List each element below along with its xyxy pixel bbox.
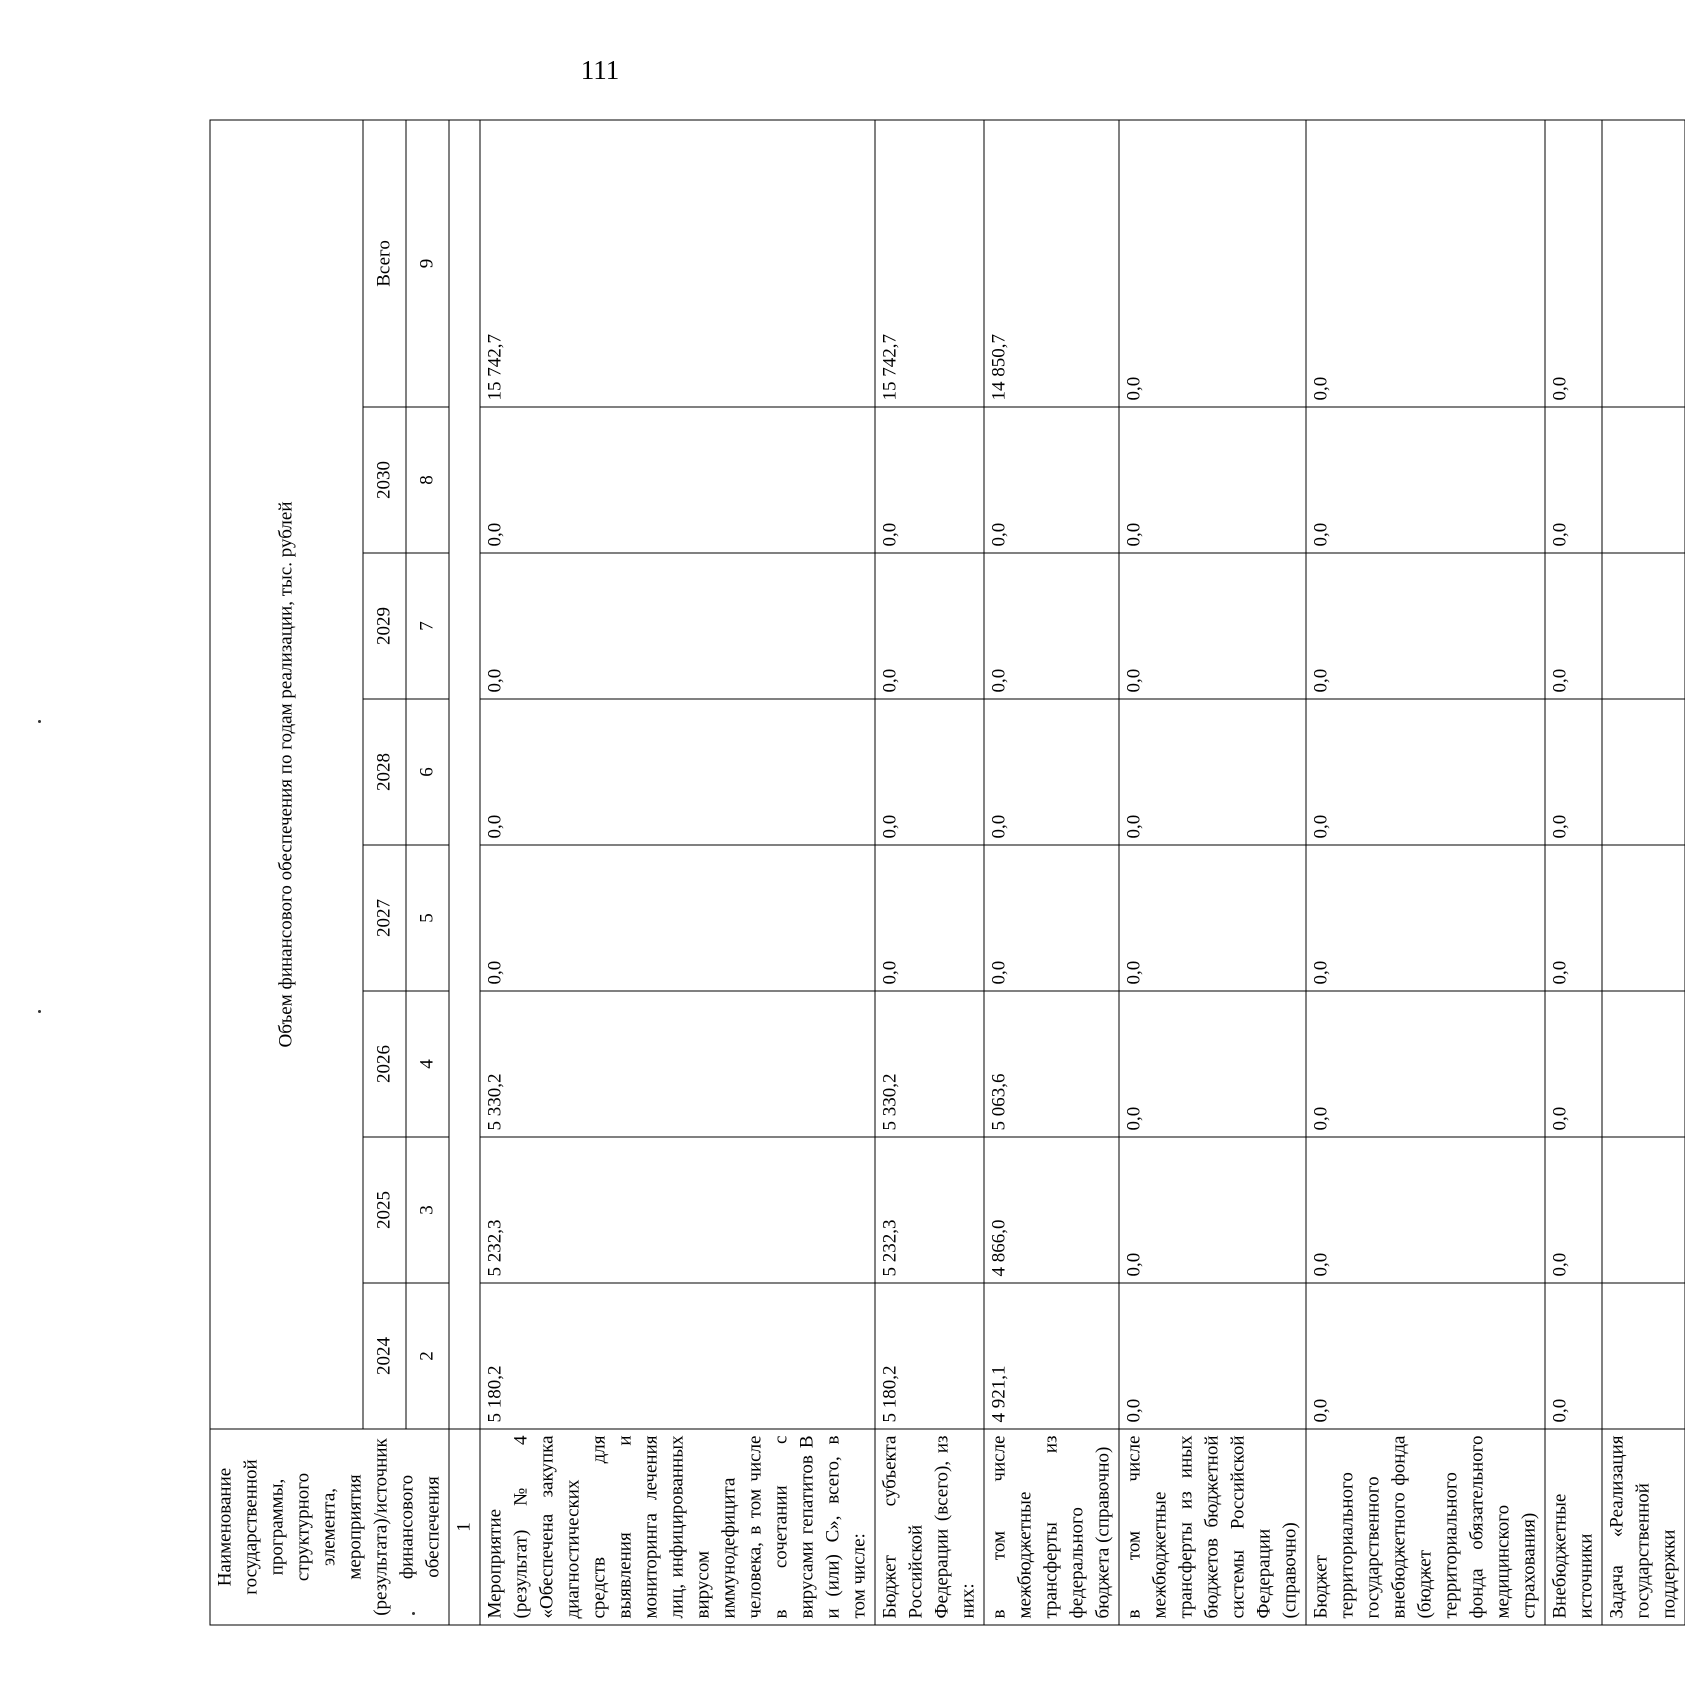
col-number: 4: [405, 991, 448, 1137]
row-name: в том числе межбюджетные трансферты из федерального бюджета (справочно): [984, 1429, 1119, 1625]
financing-table-rotated: [209, 120, 1679, 1625]
cell-value: 0,0: [1119, 407, 1306, 553]
cell-value: 15 742,7: [480, 119, 875, 406]
header-volume: Объем финансового обеспечения по годам реализации, тыс. рублей: [210, 119, 363, 1428]
cell-value: 0,0: [1306, 407, 1545, 553]
cell-value: 4 866,0: [984, 1137, 1119, 1283]
cell-value: 0,0: [1119, 991, 1306, 1137]
col-number-1-row: [449, 119, 480, 1624]
cell-value: 5 063,6: [984, 991, 1119, 1137]
col-number: 3: [405, 1137, 448, 1283]
cell-value: 0,0: [1306, 553, 1545, 699]
table-row: [1602, 119, 1685, 1624]
cell-value: 0,0: [1119, 1283, 1306, 1429]
cell-value: 5 180,2: [875, 1283, 984, 1429]
year-header: 2028: [362, 699, 405, 845]
year-header: Всего: [362, 119, 405, 406]
years-row: [362, 119, 405, 1624]
page-number: 111: [580, 55, 620, 85]
cell-value: 0,0: [984, 699, 1119, 845]
cell-value: 0,0: [1119, 699, 1306, 845]
cell-value: 0,0: [1306, 845, 1545, 991]
cell-value: 0,0: [875, 699, 984, 845]
scan-speck: [38, 1010, 41, 1013]
cell-value: 5 330,2: [480, 991, 875, 1137]
cell-value: 0,0: [875, 845, 984, 991]
year-header: 2030: [362, 407, 405, 553]
cell-value: 5 232,3: [875, 1137, 984, 1283]
table-row: [875, 119, 984, 1624]
col-number: 7: [405, 553, 448, 699]
table-row: [1119, 119, 1306, 1624]
cell-value: 0,0: [875, 553, 984, 699]
scan-speck: [38, 720, 41, 723]
row-name: Бюджет территориального государственного внебюджетного фонда (бюджет территориального фонда обязательного медицинского страхования): [1306, 1429, 1545, 1625]
table-row: [480, 119, 875, 1624]
row-name: Мероприятие (результат) № 4 «Обеспечена закупка диагностических средств для выявления и мониторинга лечения лиц, инфицированных вирусом иммунодефицита человека, в том числе в сочетании с вирусами гепатитов B и (или) C», всего, в том числе:: [480, 1429, 875, 1625]
cell-value: [1602, 699, 1685, 845]
cell-value: 0,0: [1119, 845, 1306, 991]
row-name: Задача «Реализация государственной поддержки: [1602, 1429, 1685, 1625]
table-row: [1545, 119, 1602, 1624]
cell-value: 0,0: [1306, 1137, 1545, 1283]
cell-value: [1602, 845, 1685, 991]
empty-spacer: [449, 119, 480, 1428]
col-number: 8: [405, 407, 448, 553]
cell-value: 0,0: [1545, 991, 1602, 1137]
cell-value: 0,0: [1119, 553, 1306, 699]
cell-value: 0,0: [1306, 1283, 1545, 1429]
cell-value: [1602, 119, 1685, 406]
header-row: [210, 119, 363, 1624]
cell-value: 0,0: [480, 845, 875, 991]
row-name: Внебюджетные источники: [1545, 1429, 1602, 1625]
col-number: 5: [405, 845, 448, 991]
cell-value: 5 232,3: [480, 1137, 875, 1283]
year-header: 2025: [362, 1137, 405, 1283]
table-row: [984, 119, 1119, 1624]
year-header: 2026: [362, 991, 405, 1137]
header-name: Наименование государственной программы, структурного элемента, мероприятия (результата)/источник финансового обеспечения: [210, 1429, 449, 1625]
cell-value: 0,0: [1119, 1137, 1306, 1283]
cell-value: [1602, 991, 1685, 1137]
cell-value: 0,0: [984, 407, 1119, 553]
cell-value: 0,0: [1545, 845, 1602, 991]
row-name: Бюджет субъекта Российской Федерации (всего), из них:: [875, 1429, 984, 1625]
cell-value: 4 921,1: [984, 1283, 1119, 1429]
year-header: 2029: [362, 553, 405, 699]
cell-value: 0,0: [984, 845, 1119, 991]
col-number: 9: [405, 119, 448, 406]
cell-value: 14 850,7: [984, 119, 1119, 406]
cell-value: 0,0: [1545, 699, 1602, 845]
row-name: в том числе межбюджетные трансферты из иных бюджетов бюджетной системы Российской Федерации (справочно): [1119, 1429, 1306, 1625]
financing-table: [209, 119, 1685, 1625]
cell-value: [1602, 1137, 1685, 1283]
cell-value: 0,0: [875, 407, 984, 553]
cell-value: 0,0: [480, 699, 875, 845]
cell-value: 0,0: [1545, 407, 1602, 553]
cell-value: 5 180,2: [480, 1283, 875, 1429]
cell-value: 0,0: [480, 407, 875, 553]
cell-value: 0,0: [480, 553, 875, 699]
cell-value: [1602, 407, 1685, 553]
year-header: 2024: [362, 1283, 405, 1429]
col-number: 6: [405, 699, 448, 845]
year-header: 2027: [362, 845, 405, 991]
cell-value: 0,0: [1545, 1137, 1602, 1283]
cell-value: 5 330,2: [875, 991, 984, 1137]
cell-value: 0,0: [984, 553, 1119, 699]
cell-value: 0,0: [1306, 699, 1545, 845]
cell-value: [1602, 553, 1685, 699]
cell-value: 0,0: [1306, 991, 1545, 1137]
col-number: 2: [405, 1283, 448, 1429]
cell-value: 0,0: [1545, 1283, 1602, 1429]
col-numbers-row: [405, 119, 448, 1624]
cell-value: [1602, 1283, 1685, 1429]
col-number: 1: [449, 1429, 480, 1625]
cell-value: 0,0: [1545, 553, 1602, 699]
cell-value: 0,0: [1119, 119, 1306, 406]
cell-value: 0,0: [1545, 119, 1602, 406]
cell-value: 0,0: [1306, 119, 1545, 406]
cell-value: 15 742,7: [875, 119, 984, 406]
table-row: [1306, 119, 1545, 1624]
